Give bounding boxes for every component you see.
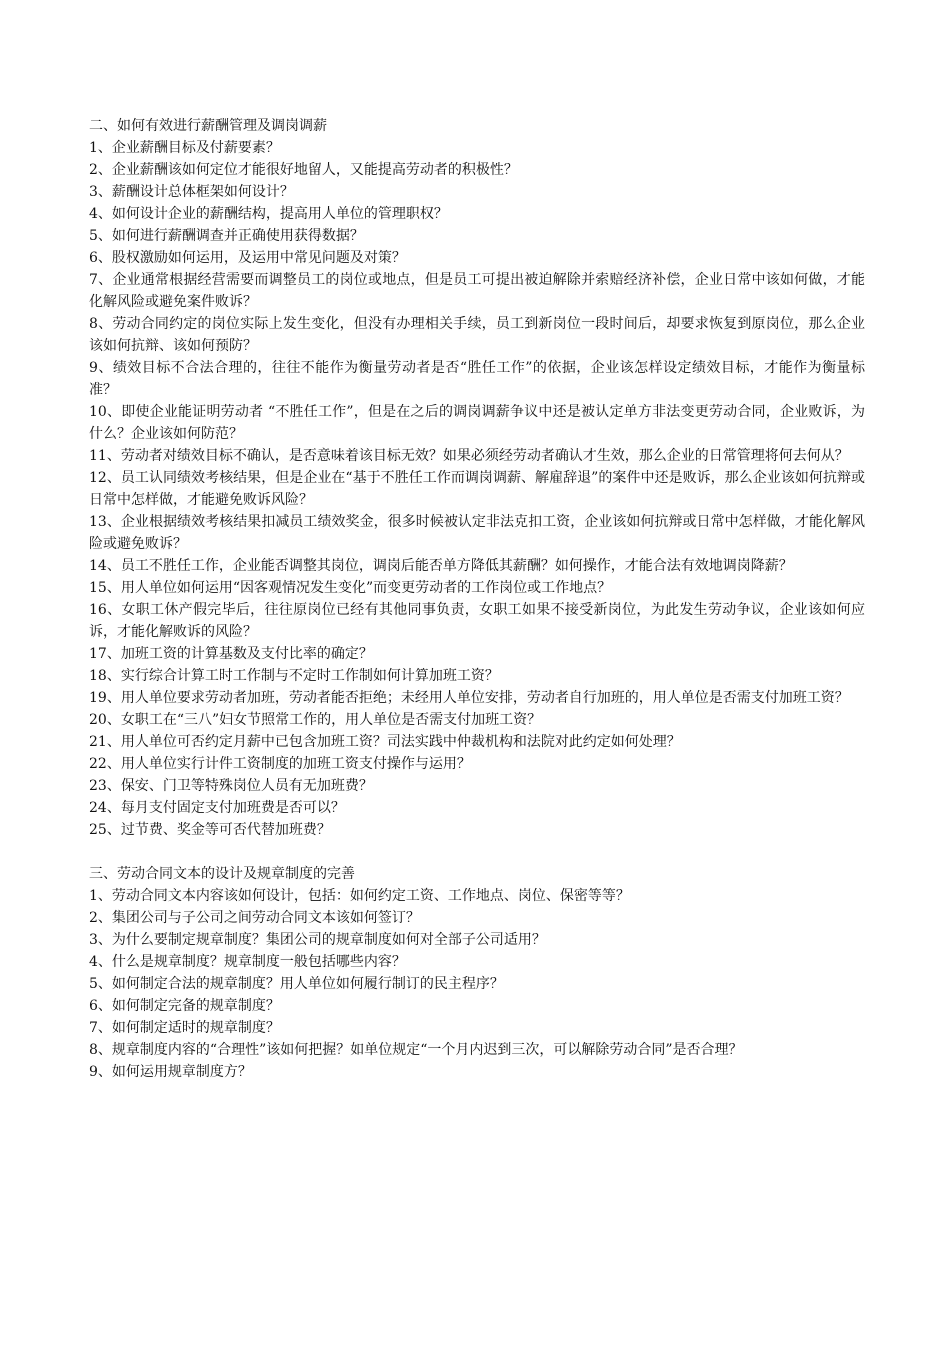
- section-2-item-24: 24、每月支付固定支付加班费是否可以？: [89, 800, 345, 816]
- section-3-item-1: 1、劳动合同文本内容该如何设计，包括：如何约定工资、工作地点、岗位、保密等等？: [89, 888, 630, 904]
- section-2-item-15: 15、用人单位如何运用“因客观情况发生变化”而变更劳动者的工作岗位或工作地点？: [89, 580, 612, 596]
- document-body: [89, 115, 865, 1083]
- section-3-list: [89, 885, 865, 1083]
- section-2-item-23: 23、保安、门卫等特殊岗位人员有无加班费？: [89, 778, 373, 794]
- section-3-item-5: 5、如何制定合法的规章制度？用人单位如何履行制订的民主程序？: [89, 976, 504, 992]
- section-3-item-3: 3、为什么要制定规章制度？集团公司的规章制度如何对全部子公司适用？: [89, 932, 546, 948]
- section-2-item-12: 12、员工认同绩效考核结果，但是企业在“基于不胜任工作而调岗调薪、解雇辞退”的案件中还是败诉，那么企业该如何抗辩或日常中怎样做，才能避免败诉风险？: [89, 470, 865, 508]
- section-2-item-21: 21、用人单位可否约定月薪中已包含加班工资？司法实践中仲裁机构和法院对此约定如何处理？: [89, 734, 681, 750]
- section-3-item-4: 4、什么是规章制度？规章制度一般包括哪些内容？: [89, 954, 406, 970]
- section-3-item-2: 2、集团公司与子公司之间劳动合同文本该如何签订？: [89, 910, 420, 926]
- section-2-item-14: 14、员工不胜任工作，企业能否调整其岗位，调岗后能否单方降低其薪酬？如何操作，才能合法有效地调岗降薪？: [89, 558, 793, 574]
- section-3-item-9: 9、如何运用规章制度方？: [89, 1064, 252, 1080]
- section-2-item-10: 10、即使企业能证明劳动者 “不胜任工作”，但是在之后的调岗调薪争议中还是被认定单方非法变更劳动合同，企业败诉，为什么？企业该如何防范？: [89, 404, 865, 442]
- section-3-item-8: 8、规章制度内容的“合理性”该如何把握？如单位规定“一个月内迟到三次，可以解除劳动合同”是否合理？: [89, 1042, 743, 1058]
- section-2-item-3: 3、薪酬设计总体框架如何设计？: [89, 184, 294, 200]
- section-2-item-13: 13、企业根据绩效考核结果扣减员工绩效奖金，很多时候被认定非法克扣工资，企业该如何抗辩或日常中怎样做，才能化解风险或避免败诉？: [89, 514, 865, 552]
- section-2-list: [89, 137, 865, 841]
- section-2-item-8: 8、劳动合同约定的岗位实际上发生变化，但没有办理相关手续，员工到新岗位一段时间后，却要求恢复到原岗位，那么企业该如何抗辩、该如何预防？: [89, 316, 865, 354]
- section-2-item-2: 2、企业薪酬该如何定位才能很好地留人，又能提高劳动者的积极性？: [89, 162, 518, 178]
- section-3-item-6: 6、如何制定完备的规章制度？: [89, 998, 280, 1014]
- section-2-item-6: 6、股权激励如何运用，及运用中常见问题及对策？: [89, 250, 406, 266]
- section-2-item-20: 20、女职工在“三八”妇女节照常工作的，用人单位是否需支付加班工资？: [89, 712, 542, 728]
- section-2-item-25: 25、过节费、奖金等可否代替加班费？: [89, 822, 331, 838]
- section-2-item-18: 18、实行综合计算工时工作制与不定时工作制如何计算加班工资？: [89, 668, 499, 684]
- section-2-heading: 二、如何有效进行薪酬管理及调岗调薪: [89, 118, 327, 134]
- section-2-item-7: 7、企业通常根据经营需要而调整员工的岗位或地点，但是员工可提出被迫解除并索赔经济补偿，企业日常中该如何做，才能化解风险或避免案件败诉？: [89, 272, 865, 310]
- section-2-item-16: 16、女职工休产假完毕后，往往原岗位已经有其他同事负责，女职工如果不接受新岗位，为此发生劳动争议，企业该如何应诉，才能化解败诉的风险？: [89, 602, 865, 640]
- section-2-item-5: 5、如何进行薪酬调查并正确使用获得数据？: [89, 228, 364, 244]
- section-2-item-4: 4、如何设计企业的薪酬结构，提高用人单位的管理职权？: [89, 206, 448, 222]
- section-3-item-7: 7、如何制定适时的规章制度？: [89, 1020, 280, 1036]
- section-2-item-19: 19、用人单位要求劳动者加班，劳动者能否拒绝；未经用人单位安排，劳动者自行加班的，用人单位是否需支付加班工资？: [89, 690, 849, 706]
- section-2-item-11: 11、劳动者对绩效目标不确认，是否意味着该目标无效？如果必须经劳动者确认才生效，那么企业的日常管理将何去何从？: [89, 448, 849, 464]
- section-2-item-22: 22、用人单位实行计件工资制度的加班工资支付操作与运用？: [89, 756, 471, 772]
- section-spacer: [89, 841, 865, 863]
- section-2-item-1: 1、企业薪酬目标及付薪要素？: [89, 140, 280, 156]
- section-2-item-9: 9、绩效目标不合法合理的，往往不能作为衡量劳动者是否“胜任工作”的依据，企业该怎样设定绩效目标，才能作为衡量标准？: [89, 360, 865, 398]
- section-3-heading: 三、劳动合同文本的设计及规章制度的完善: [89, 866, 355, 882]
- section-2-item-17: 17、加班工资的计算基数及支付比率的确定？: [89, 646, 373, 662]
